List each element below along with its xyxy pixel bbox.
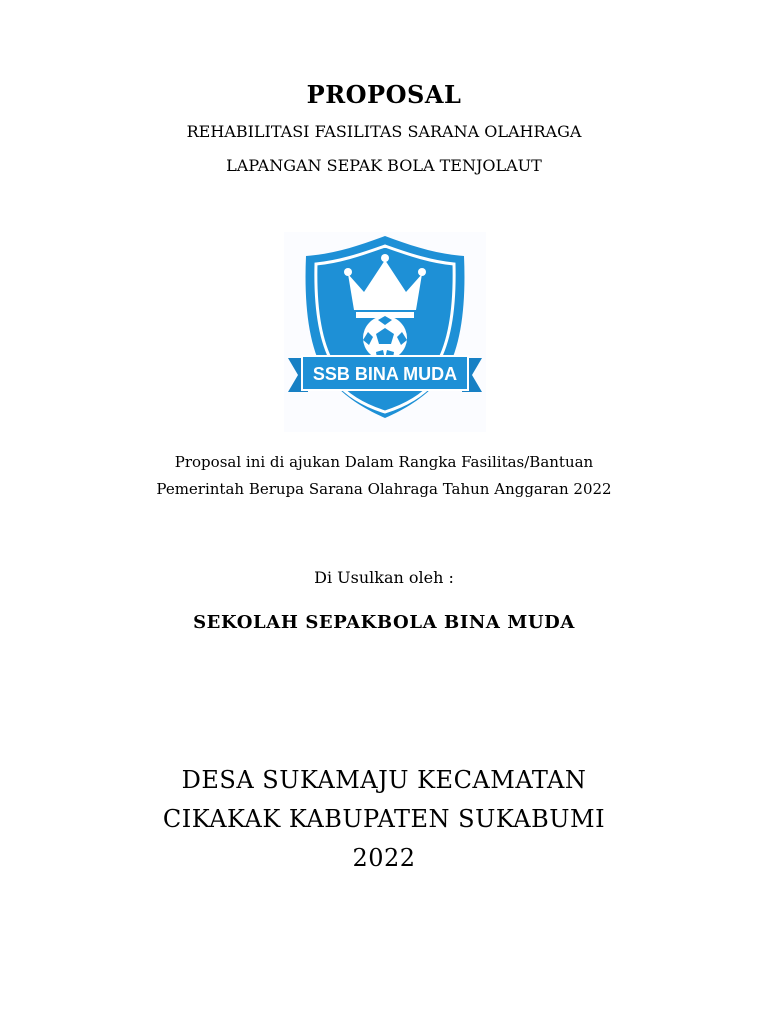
organization-name: SEKOLAH SEPAKBOLA BINA MUDA <box>193 612 575 633</box>
address-line-1: DESA SUKAMAJU KECAMATAN <box>181 766 587 794</box>
description-line-2: Pemerintah Berupa Sarana Olahraga Tahun Anggaran 2022 <box>156 480 612 498</box>
document-title: PROPOSAL <box>306 80 462 109</box>
logo-text: SSB BINA MUDA <box>312 364 458 384</box>
subtitle-line-2: LAPANGAN SEPAK BOLA TENJOLAUT <box>226 156 542 175</box>
crown-soccer-ball-shield-icon <box>284 232 486 432</box>
ssb-bina-muda-logo <box>284 232 486 432</box>
description-line-1: Proposal ini di ajukan Dalam Rangka Fasilitas/Bantuan <box>174 453 594 471</box>
address-line-2: CIKAKAK KABUPATEN SUKABUMI <box>162 805 606 833</box>
proposer-label: Di Usulkan oleh : <box>314 568 454 587</box>
subtitle-line-1: REHABILITASI FASILITAS SARANA OLAHRAGA <box>186 122 582 141</box>
document-year: 2022 <box>352 844 416 872</box>
